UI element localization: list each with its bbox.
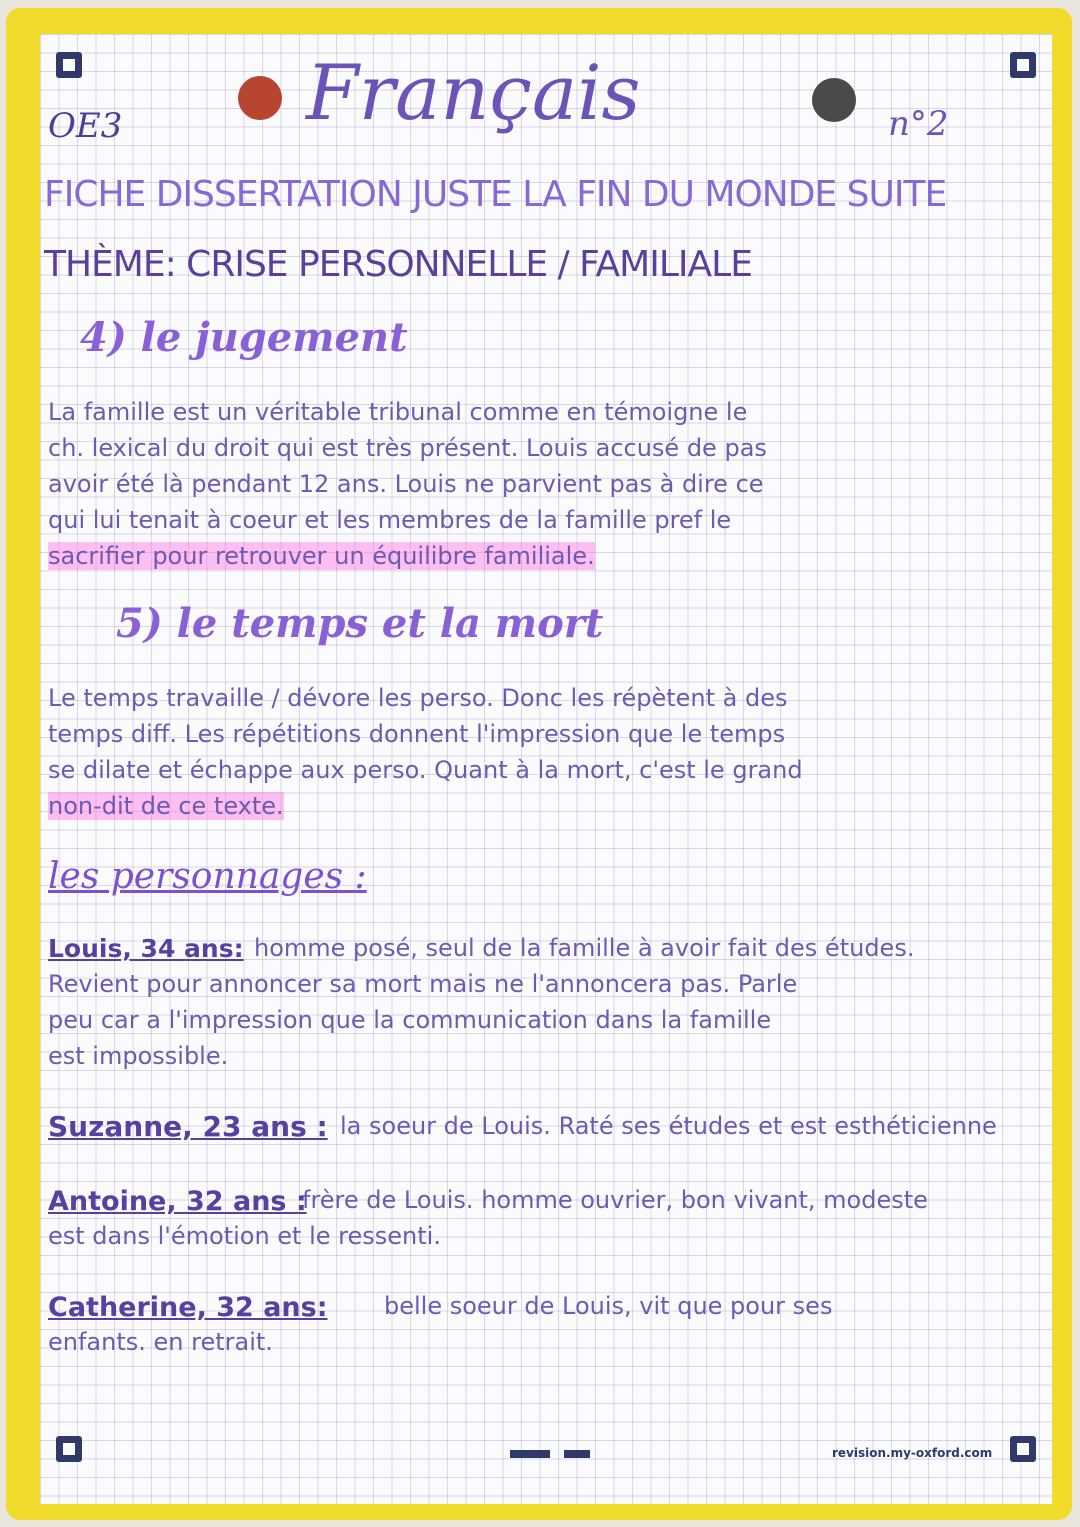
paragraph-line: qui lui tenait à coeur et les membres de la famille pref le [48,506,732,534]
section-4-heading: 4) le jugement [80,314,408,361]
character-description-line: peu car a l'impression que la communication dans la famille [48,1006,772,1034]
character-description-line: est dans l'émotion et le ressenti. [48,1222,441,1250]
footer-mark-icon [510,1450,550,1458]
footer-mark-icon [564,1450,590,1458]
notebook-sheet [6,8,1072,1520]
character-description-line: la soeur de Louis. Raté ses études et est esthéticienne [340,1112,997,1140]
character-name: Suzanne, 23 ans : [48,1110,328,1143]
paragraph-line: sacrifier pour retrouver un équilibre familiale. [48,542,595,570]
corner-mark-icon [56,52,82,78]
punch-hole-left [238,76,282,120]
theme-line: THÈME: CRISE PERSONNELLE / FAMILIALE [44,244,752,285]
sheet-title: FICHE DISSERTATION JUSTE LA FIN DU MONDE SUITE [44,174,947,215]
section-5-heading: 5) le temps et la mort [116,600,604,647]
character-name: Antoine, 32 ans : [48,1186,307,1217]
page-title: Français [306,48,641,137]
character-name: Louis, 34 ans: [48,934,244,963]
paragraph-line: se dilate et échappe aux perso. Quant à la mort, c'est le grand [48,756,803,784]
punch-hole-right [812,78,856,122]
paragraph-line: Le temps travaille / dévore les perso. Donc les répètent à des [48,684,788,712]
paragraph-line: avoir été là pendant 12 ans. Louis ne parvient pas à dire ce [48,470,764,498]
class-code: OE3 [48,106,123,146]
character-name: Catherine, 32 ans: [48,1292,328,1323]
grid-paper [40,34,1052,1504]
character-description-line: belle soeur de Louis, vit que pour ses [384,1292,833,1320]
character-description-line: frère de Louis. homme ouvrier, bon vivant, modeste [302,1186,928,1214]
paragraph-line: ch. lexical du droit qui est très présent. Louis accusé de pas [48,434,767,462]
character-description-line: homme posé, seul de la famille à avoir fait des études. [254,934,915,962]
footer-url: revision.my-oxford.com [832,1446,993,1460]
characters-heading: les personnages : [48,856,367,897]
paragraph-line: La famille est un véritable tribunal comme en témoigne le [48,398,748,426]
sheet-number: n°2 [888,104,949,144]
corner-mark-icon [1010,1436,1036,1462]
character-description-line: enfants. en retrait. [48,1328,273,1356]
paragraph-line: non-dit de ce texte. [48,792,284,820]
paragraph-line: temps diff. Les répétitions donnent l'impression que le temps [48,720,786,748]
character-description-line: est impossible. [48,1042,229,1070]
character-description-line: Revient pour annoncer sa mort mais ne l'annoncera pas. Parle [48,970,798,998]
corner-mark-icon [1010,52,1036,78]
corner-mark-icon [56,1436,82,1462]
